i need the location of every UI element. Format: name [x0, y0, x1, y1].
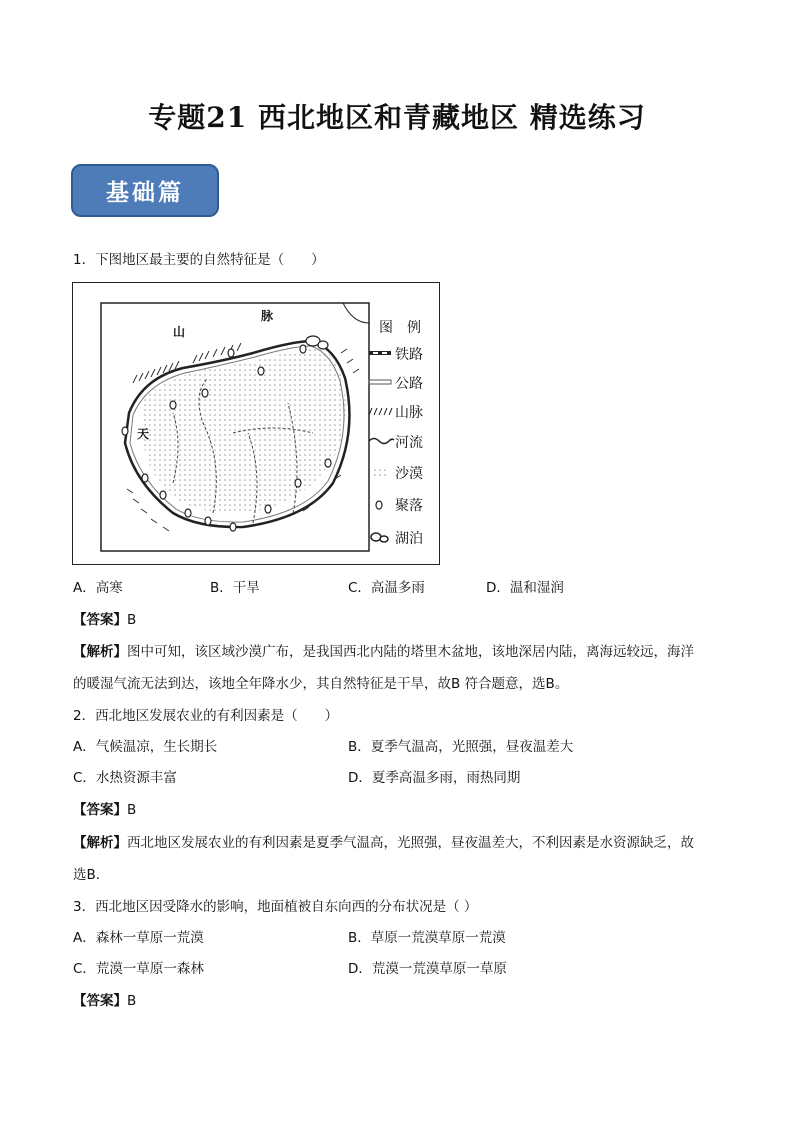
q2-answer [73, 800, 136, 820]
legend-mountain: 山脉 [395, 405, 423, 421]
q2-option-a: A．气候温凉，生长期长 [73, 739, 218, 755]
q1-option-d: D．温和湿润 [486, 580, 564, 596]
map-label-tian: 天 [137, 427, 150, 441]
q1-analysis-text1: 图中可知，该区域沙漠广布，是我国西北内陆的塔里木盆地，该地深居内陆，离海远较远，海洋 [127, 644, 694, 660]
q2-option-d: D．夏季高温多雨，雨热同期 [348, 770, 521, 786]
q1-answer-label: 【答案】 [73, 612, 127, 628]
legend-river: 河流 [395, 435, 423, 451]
q1-analysis-label: 【解析】 [73, 644, 127, 660]
q2-answer-value: B [127, 802, 137, 818]
q2-option-b: B．夏季气温高，光照强，昼夜温差大 [348, 739, 574, 755]
page-title: 专题21 西北地区和青藏地区 精选练习 [148, 101, 646, 134]
map-figure [72, 282, 440, 565]
legend-symbols [369, 351, 394, 542]
q3-option-c: C．荒漠一草原一森林 [73, 961, 204, 977]
q3-option-d: D．荒漠一荒漠草原一草原 [348, 961, 507, 977]
q1-answer [73, 610, 136, 630]
q1-answer-value: B [127, 612, 137, 628]
q2-analysis-line1 [73, 833, 694, 853]
q3-answer-label: 【答案】 [73, 993, 127, 1009]
legend-desert: 沙漠 [395, 466, 423, 482]
q3-option-b: B．草原一荒漠草原一荒漠 [348, 930, 506, 946]
q1-analysis-line1 [73, 642, 694, 662]
q2-stem: 2．西北地区发展农业的有利因素是（ ） [73, 708, 339, 724]
q1-option-c: C．高温多雨 [348, 580, 425, 596]
legend-settlement: 聚落 [395, 498, 423, 514]
q1-option-a: A．高寒 [73, 580, 123, 596]
q2-answer-label: 【答案】 [73, 802, 127, 818]
section-badge-label: 基础篇 [106, 179, 184, 206]
q3-stem: 3．西北地区因受降水的影响，地面植被自东向西的分布状况是（ ） [73, 899, 478, 915]
q2-analysis-label: 【解析】 [73, 835, 127, 851]
q2-analysis-line2: 选B． [73, 867, 110, 883]
section-badge [71, 164, 219, 217]
legend-road: 公路 [395, 376, 423, 392]
q1-stem: 1．下图地区最主要的自然特征是（ ） [73, 252, 325, 268]
legend-lake: 湖泊 [395, 531, 423, 547]
q2-analysis-text1: 西北地区发展农业的有利因素是夏季气温高，光照强，昼夜温差大，不利因素是水资源缺乏，故 [127, 835, 694, 851]
border-line [343, 303, 369, 323]
q1-option-b: B．干旱 [210, 580, 260, 596]
q3-answer [73, 991, 136, 1011]
q3-answer-value: B [127, 993, 137, 1009]
q1-analysis-line2: 的暖湿气流无法到达，该地全年降水少，其自然特征是干旱，故B 符合题意，选B。 [73, 676, 569, 692]
map-label-mai: 脉 [261, 309, 274, 323]
legend-railway: 铁路 [395, 347, 423, 363]
map-label-shan: 山 [173, 325, 186, 339]
legend-title: 图例 [379, 320, 435, 336]
q3-option-a: A．森林一草原一荒漠 [73, 930, 204, 946]
q2-option-c: C．水热资源丰富 [73, 770, 177, 786]
